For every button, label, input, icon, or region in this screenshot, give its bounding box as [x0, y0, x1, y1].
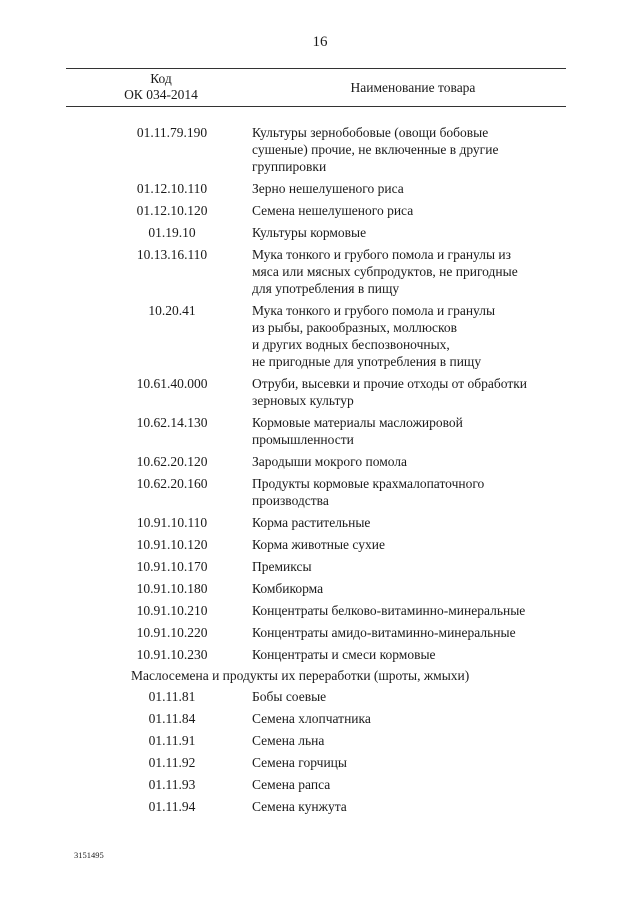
- table-row: [0, 776, 640, 793]
- product-code: 10.91.10.180: [136, 581, 208, 596]
- product-name: [252, 536, 572, 553]
- product-code: 01.11.91: [148, 733, 196, 748]
- product-name: [252, 688, 572, 705]
- product-code: 01.11.81: [148, 689, 196, 704]
- table-row: [0, 710, 640, 727]
- name-line: Семена горчицы: [252, 755, 347, 770]
- product-name: [252, 602, 572, 619]
- product-name: [252, 414, 572, 448]
- product-code: 10.91.10.230: [136, 647, 208, 662]
- table-row: [0, 514, 640, 531]
- name-line: Бобы соевые: [252, 689, 327, 704]
- name-line: мяса или мясных субпродуктов, не пригодные: [252, 264, 518, 279]
- name-line: не пригодные для употребления в пищу: [252, 354, 482, 369]
- product-name: [252, 202, 572, 219]
- product-name: [252, 646, 572, 663]
- table-row: [0, 414, 640, 448]
- product-code: 10.91.10.110: [136, 515, 208, 530]
- name-line: Зародыши мокрого помола: [252, 454, 408, 469]
- page-number: 16: [312, 34, 328, 50]
- table-row: [0, 202, 640, 219]
- product-code: 10.61.40.000: [136, 376, 208, 391]
- name-line: Концентраты белково-витаминно-минеральные: [252, 603, 526, 618]
- product-name: [252, 475, 572, 509]
- name-line: Маслосемена и продукты их переработки (шроты, жмыхи): [131, 668, 470, 683]
- table-body: [0, 124, 640, 820]
- name-line: Семена хлопчатника: [252, 711, 371, 726]
- product-code: 10.91.10.170: [136, 559, 208, 574]
- name-line: Корма растительные: [252, 515, 371, 530]
- table-row: [0, 475, 640, 509]
- table-row: [0, 246, 640, 297]
- product-name: [252, 580, 572, 597]
- product-name: [252, 514, 572, 531]
- name-line: группировки: [252, 159, 327, 174]
- name-line: производства: [252, 493, 329, 508]
- name-line: Мука тонкого и грубого помола и гранулы: [252, 303, 496, 318]
- table-row: [0, 688, 640, 705]
- product-name: [252, 375, 572, 409]
- product-name: [252, 124, 572, 175]
- product-code: 10.13.16.110: [136, 247, 208, 262]
- name-line: и других водных беспозвоночных,: [252, 337, 450, 352]
- product-code: 10.91.10.210: [136, 603, 208, 618]
- name-line: Культуры кормовые: [252, 225, 367, 240]
- product-code: 01.12.10.120: [136, 203, 208, 218]
- product-code: 10.91.10.120: [136, 537, 208, 552]
- product-name: [252, 558, 572, 575]
- table-row: [0, 580, 640, 597]
- product-name: [252, 302, 572, 370]
- name-line: Семена нешелушеного риса: [252, 203, 414, 218]
- name-line: для употребления в пищу: [252, 281, 400, 296]
- table-row: [0, 536, 640, 553]
- name-line: сушеные) прочие, не включенные в другие: [252, 142, 499, 157]
- product-code: 01.12.10.110: [136, 181, 208, 196]
- name-line: зерновых культур: [252, 393, 354, 408]
- name-line: Комбикорма: [252, 581, 324, 596]
- section-title: [131, 667, 571, 684]
- name-line: Кормовые материалы масложировой: [252, 415, 463, 430]
- table-row: [0, 798, 640, 815]
- name-line: Корма животные сухие: [252, 537, 385, 552]
- table-row: [0, 375, 640, 409]
- product-name: [252, 710, 572, 727]
- table-row: [0, 302, 640, 370]
- header-code-line1: Код: [150, 71, 172, 86]
- name-line: Концентраты и смеси кормовые: [252, 647, 436, 662]
- table-top-rule: [66, 68, 566, 69]
- name-line: Семена рапса: [252, 777, 331, 792]
- product-name: [252, 624, 572, 641]
- table-header-rule: [66, 106, 566, 107]
- name-line: промышленности: [252, 432, 354, 447]
- product-name: [252, 246, 572, 297]
- product-code: 01.11.93: [148, 777, 196, 792]
- name-line: Семена льна: [252, 733, 325, 748]
- product-name: [252, 754, 572, 771]
- product-code: 10.20.41: [148, 303, 196, 318]
- product-code: 10.62.20.160: [136, 476, 208, 491]
- table-row: [0, 646, 640, 663]
- name-line: Продукты кормовые крахмалопаточного: [252, 476, 485, 491]
- product-code: 01.11.84: [148, 711, 196, 726]
- table-row: [0, 754, 640, 771]
- name-line: Отруби, высевки и прочие отходы от обработки: [252, 376, 527, 391]
- header-product-name: Наименование товара: [350, 80, 476, 95]
- product-name: [252, 180, 572, 197]
- product-code: 01.11.94: [148, 799, 196, 814]
- product-code: 01.11.79.190: [136, 125, 208, 140]
- name-line: Концентраты амидо-витаминно-минеральные: [252, 625, 516, 640]
- table-row: [0, 180, 640, 197]
- product-code: 10.91.10.220: [136, 625, 208, 640]
- product-name: [252, 732, 572, 749]
- name-line: Культуры зернобобовые (овощи бобовые: [252, 125, 489, 140]
- name-line: Зерно нешелушеного риса: [252, 181, 404, 196]
- product-name: [252, 453, 572, 470]
- table-row: [0, 224, 640, 241]
- product-name: [252, 776, 572, 793]
- section-heading: [0, 667, 640, 684]
- table-row: [0, 732, 640, 749]
- product-code: 10.62.14.130: [136, 415, 208, 430]
- product-code: 01.11.92: [148, 755, 196, 770]
- name-line: Мука тонкого и грубого помола и гранулы из: [252, 247, 511, 262]
- name-line: Премиксы: [252, 559, 312, 574]
- document-id: 3151495: [74, 850, 104, 860]
- product-name: [252, 224, 572, 241]
- table-row: [0, 602, 640, 619]
- product-name: [252, 798, 572, 815]
- name-line: Семена кунжута: [252, 799, 347, 814]
- table-row: [0, 124, 640, 175]
- header-code: [66, 71, 256, 103]
- header-code-line2: ОК 034-2014: [124, 87, 198, 102]
- table-row: [0, 453, 640, 470]
- name-line: из рыбы, ракообразных, моллюсков: [252, 320, 457, 335]
- table-row: [0, 624, 640, 641]
- table-row: [0, 558, 640, 575]
- product-code: 10.62.20.120: [136, 454, 208, 469]
- product-code: 01.19.10: [148, 225, 196, 240]
